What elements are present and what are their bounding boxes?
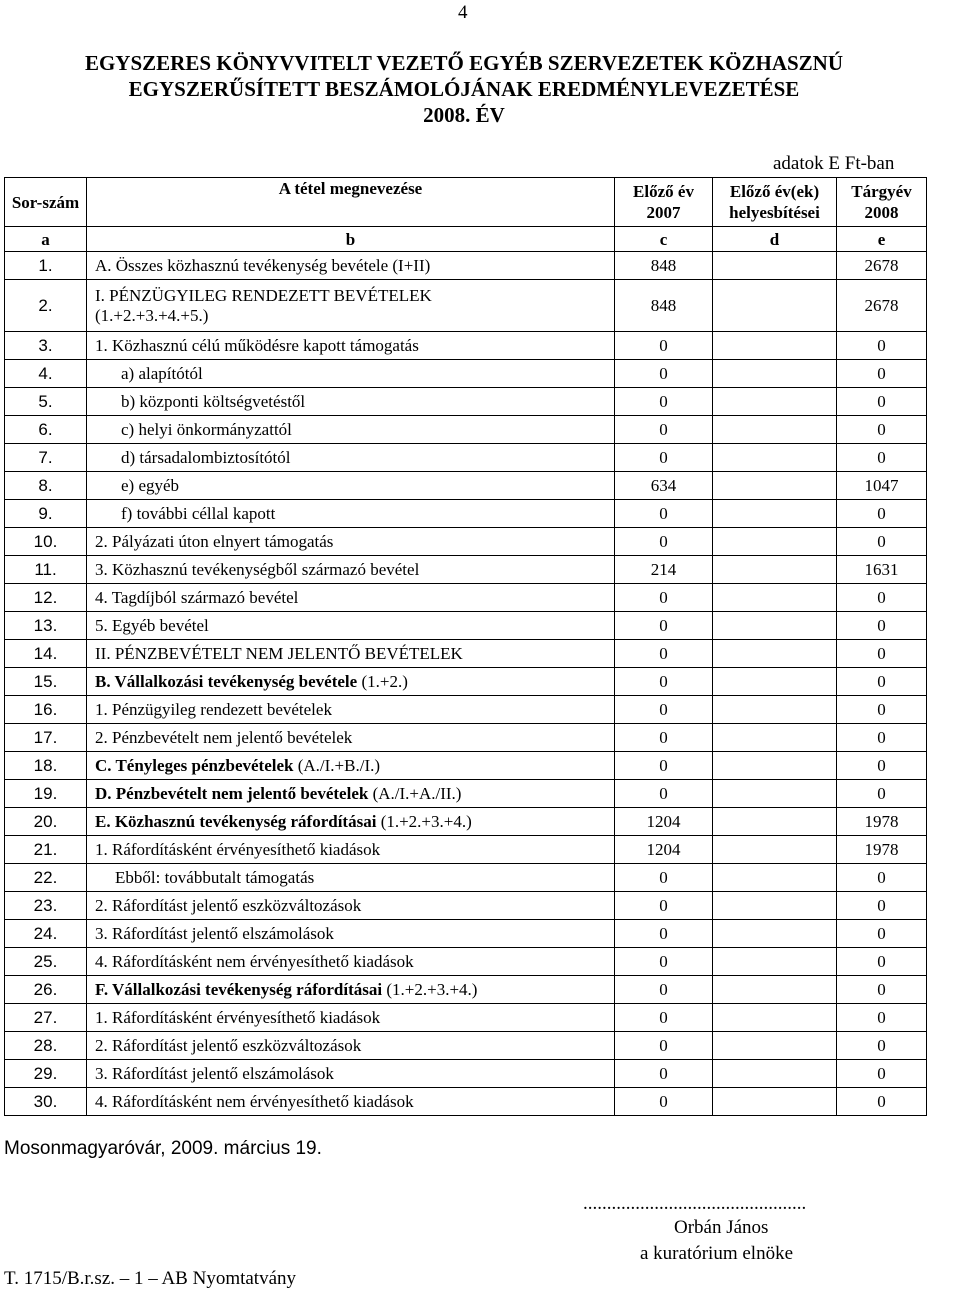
table-row: [5, 752, 927, 780]
value-correction: [713, 556, 837, 584]
value-correction: [713, 640, 837, 668]
row-label: 2. Ráfordítást jelentő eszközváltozások: [87, 1032, 615, 1060]
table-row: [5, 1032, 927, 1060]
value-current-year: 2678: [837, 252, 927, 280]
value-current-year: 0: [837, 724, 927, 752]
row-label-bold: D. Pénzbevételt nem jelentő bevételek: [95, 783, 369, 803]
form-identifier: T. 1715/B.r.sz. – 1 – AB Nyomtatvány: [4, 1268, 297, 1289]
value-correction: [713, 752, 837, 780]
header-elozo-ev: Előző év 2007: [615, 178, 713, 227]
value-current-year: 0: [837, 892, 927, 920]
row-label: f) további céllal kapott: [87, 500, 615, 528]
value-previous-year: 0: [615, 892, 713, 920]
row-label: II. PÉNZBEVÉTELT NEM JELENTŐ BEVÉTELEK: [87, 640, 615, 668]
header-helyesbitesei: Előző év(ek) helyesbítései: [713, 178, 837, 227]
column-letter: a: [5, 227, 87, 252]
value-previous-year: 0: [615, 724, 713, 752]
row-number: 5.: [5, 388, 87, 416]
value-correction: [713, 1032, 837, 1060]
row-label: e) egyéb: [87, 472, 615, 500]
signer-role: a kuratórium elnöke: [640, 1243, 794, 1264]
row-number: 11.: [5, 556, 87, 584]
value-current-year: 0: [837, 1032, 927, 1060]
document-title-line-1: EGYSZERES KÖNYVVITELT VEZETŐ EGYÉB SZERVEZETEK KÖZHASZNÚ: [84, 51, 844, 75]
signer-name: Orbán János: [674, 1217, 769, 1238]
value-current-year: 0: [837, 920, 927, 948]
value-current-year: 0: [837, 500, 927, 528]
value-previous-year: 0: [615, 1088, 713, 1116]
page-number: 4: [458, 2, 468, 23]
row-number: 9.: [5, 500, 87, 528]
value-correction: [713, 612, 837, 640]
row-number: 24.: [5, 920, 87, 948]
row-label: c) helyi önkormányzattól: [87, 416, 615, 444]
value-correction: [713, 668, 837, 696]
row-number: 13.: [5, 612, 87, 640]
table-row: [5, 948, 927, 976]
row-label-rest: (1.+2.+3.+4.): [376, 811, 472, 831]
table-row: [5, 388, 927, 416]
value-previous-year: 0: [615, 752, 713, 780]
value-previous-year: 0: [615, 1004, 713, 1032]
value-previous-year: 1204: [615, 836, 713, 864]
table-row: [5, 416, 927, 444]
table-row: [5, 528, 927, 556]
row-number: 2.: [5, 280, 87, 332]
row-number: 29.: [5, 1060, 87, 1088]
value-current-year: 0: [837, 976, 927, 1004]
value-correction: [713, 252, 837, 280]
table-row: [5, 1060, 927, 1088]
value-current-year: 0: [837, 1060, 927, 1088]
row-label-bold: E. Közhasznú tevékenység ráfordításai: [95, 811, 377, 831]
value-previous-year: 0: [615, 780, 713, 808]
value-previous-year: 0: [615, 696, 713, 724]
value-current-year: 0: [837, 416, 927, 444]
value-previous-year: 1204: [615, 808, 713, 836]
table-row: [5, 1004, 927, 1032]
value-previous-year: 0: [615, 360, 713, 388]
column-letter: c: [615, 227, 713, 252]
row-number: 18.: [5, 752, 87, 780]
value-correction: [713, 864, 837, 892]
row-label: 4. Ráfordításként nem érvényesíthető kiadások: [87, 948, 615, 976]
table-row: [5, 808, 927, 836]
row-label: 4. Tagdíjból származó bevétel: [87, 584, 615, 612]
value-current-year: 0: [837, 584, 927, 612]
table-row: [5, 836, 927, 864]
value-correction: [713, 280, 837, 332]
value-current-year: 0: [837, 1088, 927, 1116]
value-correction: [713, 808, 837, 836]
row-label-rest: (1.+2.+3.+4.): [382, 979, 478, 999]
table-row: [5, 696, 927, 724]
row-number: 12.: [5, 584, 87, 612]
table-row: [5, 360, 927, 388]
table-row: [5, 724, 927, 752]
row-label: [87, 976, 615, 1004]
value-previous-year: 848: [615, 252, 713, 280]
value-previous-year: 0: [615, 528, 713, 556]
value-previous-year: 848: [615, 280, 713, 332]
row-label: 1. Pénzügyileg rendezett bevételek: [87, 696, 615, 724]
row-label: d) társadalombiztosítótól: [87, 444, 615, 472]
value-previous-year: 634: [615, 472, 713, 500]
row-number: 26.: [5, 976, 87, 1004]
value-correction: [713, 976, 837, 1004]
table-row: [5, 668, 927, 696]
row-label: Ebből: továbbutalt támogatás: [87, 864, 615, 892]
row-label: [87, 668, 615, 696]
value-current-year: 0: [837, 528, 927, 556]
table-body: [5, 252, 927, 1116]
table-row: [5, 780, 927, 808]
row-label: 3. Ráfordítást jelentő elszámolások: [87, 1060, 615, 1088]
row-label-rest: (A./I.+B./I.): [293, 755, 381, 775]
value-previous-year: 0: [615, 864, 713, 892]
value-current-year: 2678: [837, 280, 927, 332]
value-correction: [713, 416, 837, 444]
value-previous-year: 0: [615, 332, 713, 360]
value-current-year: 1978: [837, 836, 927, 864]
value-correction: [713, 1004, 837, 1032]
column-letter: b: [87, 227, 615, 252]
value-previous-year: 0: [615, 1032, 713, 1060]
row-label: 4. Ráfordításként nem érvényesíthető kiadások: [87, 1088, 615, 1116]
income-statement-table: [4, 177, 927, 1116]
value-correction: [713, 1060, 837, 1088]
header-megnevezes: A tétel megnevezése: [87, 178, 615, 227]
value-correction: [713, 724, 837, 752]
value-current-year: 0: [837, 640, 927, 668]
column-letter: d: [713, 227, 837, 252]
row-label: [87, 780, 615, 808]
row-label: 2. Pénzbevételt nem jelentő bevételek: [87, 724, 615, 752]
row-label: a) alapítótól: [87, 360, 615, 388]
value-current-year: 1631: [837, 556, 927, 584]
row-label: A. Összes közhasznú tevékenység bevétele (I+II): [87, 252, 615, 280]
value-previous-year: 0: [615, 640, 713, 668]
table-row: [5, 612, 927, 640]
document-title-line-2: EGYSZERŰSÍTETT BESZÁMOLÓJÁNAK EREDMÉNYLEVEZETÉSE: [128, 77, 800, 101]
value-previous-year: 0: [615, 444, 713, 472]
value-previous-year: 0: [615, 500, 713, 528]
value-correction: [713, 444, 837, 472]
table-row: [5, 332, 927, 360]
row-label: 3. Közhasznú tevékenységből származó bevétel: [87, 556, 615, 584]
value-current-year: 0: [837, 752, 927, 780]
header-sorszam: Sor-szám: [5, 178, 87, 227]
value-previous-year: 0: [615, 416, 713, 444]
row-number: 25.: [5, 948, 87, 976]
value-previous-year: 0: [615, 388, 713, 416]
row-label-rest: (1.+2.): [357, 671, 408, 691]
value-current-year: 0: [837, 864, 927, 892]
row-label-rest: (A./I.+A./II.): [368, 783, 462, 803]
table-row: [5, 1088, 927, 1116]
value-current-year: 0: [837, 612, 927, 640]
value-correction: [713, 584, 837, 612]
value-correction: [713, 696, 837, 724]
row-number: 28.: [5, 1032, 87, 1060]
row-label: 5. Egyéb bevétel: [87, 612, 615, 640]
row-number: 15.: [5, 668, 87, 696]
row-label: 2. Ráfordítást jelentő eszközváltozások: [87, 892, 615, 920]
row-number: 8.: [5, 472, 87, 500]
value-current-year: 0: [837, 332, 927, 360]
row-label: I. PÉNZÜGYILEG RENDEZETT BEVÉTELEK (1.+2.+3.+4.+5.): [87, 280, 615, 332]
value-current-year: 0: [837, 360, 927, 388]
value-correction: [713, 1088, 837, 1116]
row-number: 7.: [5, 444, 87, 472]
row-label-bold: C. Tényleges pénzbevételek: [95, 755, 294, 775]
value-correction: [713, 780, 837, 808]
row-number: 16.: [5, 696, 87, 724]
row-label: 1. Ráfordításként érvényesíthető kiadások: [87, 836, 615, 864]
table-row: [5, 976, 927, 1004]
value-correction: [713, 892, 837, 920]
value-previous-year: 0: [615, 1060, 713, 1088]
document-title-line-3: 2008. ÉV: [423, 103, 505, 127]
value-current-year: 0: [837, 444, 927, 472]
value-correction: [713, 388, 837, 416]
value-current-year: 0: [837, 1004, 927, 1032]
value-correction: [713, 472, 837, 500]
row-number: 3.: [5, 332, 87, 360]
row-number: 20.: [5, 808, 87, 836]
row-label: 1. Ráfordításként érvényesíthető kiadások: [87, 1004, 615, 1032]
table-row: [5, 556, 927, 584]
column-letter: e: [837, 227, 927, 252]
value-correction: [713, 332, 837, 360]
place-and-date: Mosonmagyaróvár, 2009. március 19.: [4, 1138, 322, 1159]
value-correction: [713, 920, 837, 948]
row-number: 4.: [5, 360, 87, 388]
signature-line: ...............................................: [583, 1193, 807, 1214]
row-number: 14.: [5, 640, 87, 668]
value-current-year: 0: [837, 696, 927, 724]
table-row: [5, 920, 927, 948]
value-correction: [713, 948, 837, 976]
value-correction: [713, 500, 837, 528]
value-previous-year: 0: [615, 584, 713, 612]
row-label: 3. Ráfordítást jelentő elszámolások: [87, 920, 615, 948]
row-label: 2. Pályázati úton elnyert támogatás: [87, 528, 615, 556]
value-correction: [713, 528, 837, 556]
value-correction: [713, 360, 837, 388]
value-previous-year: 0: [615, 920, 713, 948]
row-label: b) központi költségvetéstől: [87, 388, 615, 416]
value-previous-year: 0: [615, 612, 713, 640]
value-current-year: 0: [837, 668, 927, 696]
value-previous-year: 0: [615, 976, 713, 1004]
row-number: 23.: [5, 892, 87, 920]
table-row: [5, 252, 927, 280]
header-targyev: Tárgyév 2008: [837, 178, 927, 227]
row-label-bold: F. Vállalkozási tevékenység ráfordításai: [95, 979, 383, 999]
row-label: [87, 808, 615, 836]
table-row: [5, 892, 927, 920]
row-number: 21.: [5, 836, 87, 864]
table-row: [5, 472, 927, 500]
row-number: 30.: [5, 1088, 87, 1116]
table-row: [5, 584, 927, 612]
table-row: [5, 444, 927, 472]
row-number: 17.: [5, 724, 87, 752]
table-row: [5, 864, 927, 892]
table-row: [5, 500, 927, 528]
row-number: 6.: [5, 416, 87, 444]
value-current-year: 0: [837, 948, 927, 976]
value-current-year: 0: [837, 780, 927, 808]
value-current-year: 0: [837, 388, 927, 416]
row-number: 22.: [5, 864, 87, 892]
row-label: [87, 752, 615, 780]
value-current-year: 1978: [837, 808, 927, 836]
unit-note: adatok E Ft-ban: [773, 153, 895, 174]
value-previous-year: 0: [615, 948, 713, 976]
value-current-year: 1047: [837, 472, 927, 500]
value-correction: [713, 836, 837, 864]
table-row: [5, 280, 927, 332]
row-number: 10.: [5, 528, 87, 556]
value-previous-year: 214: [615, 556, 713, 584]
row-label: 1. Közhasznú célú működésre kapott támogatás: [87, 332, 615, 360]
table-row: [5, 640, 927, 668]
row-number: 27.: [5, 1004, 87, 1032]
row-number: 19.: [5, 780, 87, 808]
row-number: 1.: [5, 252, 87, 280]
row-label-bold: B. Vállalkozási tevékenység bevétele: [95, 671, 358, 691]
value-previous-year: 0: [615, 668, 713, 696]
